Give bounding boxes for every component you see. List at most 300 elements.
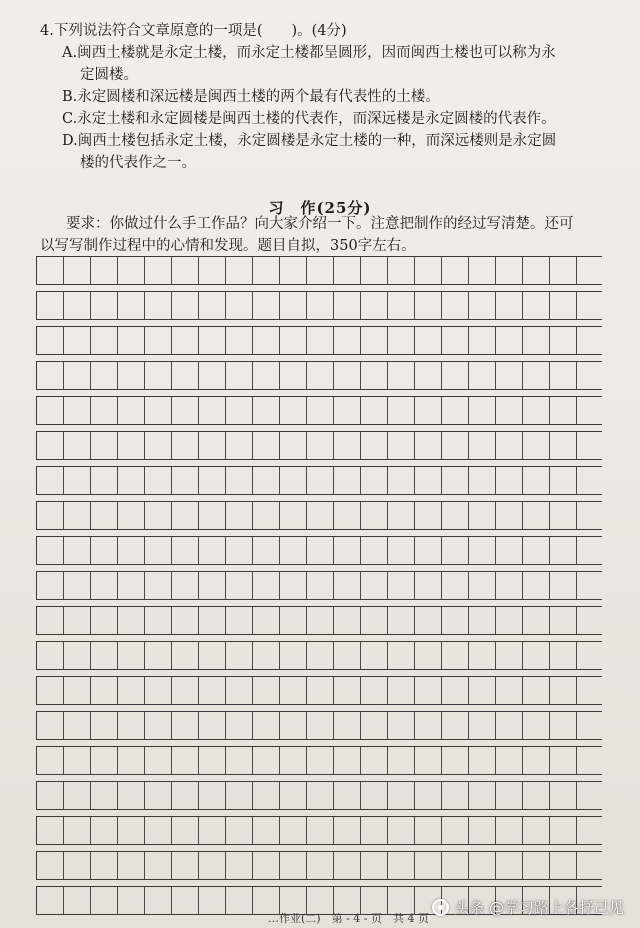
grid-cell [145,467,172,494]
grid-cell [388,747,415,774]
grid-cell [469,677,496,704]
grid-cell [172,887,199,914]
grid-cell [334,327,361,354]
grid-cell [172,502,199,529]
grid-cell [37,362,64,389]
grid-row [36,396,602,425]
grid-cell [145,397,172,424]
grid-cell [361,467,388,494]
grid-cell [280,747,307,774]
grid-cell [361,607,388,634]
grid-cell [469,607,496,634]
grid-cell [496,677,523,704]
grid-cell [469,537,496,564]
grid-row [36,711,602,740]
grid-cell [361,677,388,704]
grid-cell [280,502,307,529]
grid-cell [361,432,388,459]
grid-cell [523,852,550,879]
grid-cell [172,747,199,774]
grid-cell [37,747,64,774]
grid-cell [496,362,523,389]
grid-cell [361,747,388,774]
grid-cell [334,607,361,634]
grid-cell [64,642,91,669]
grid-cell [496,642,523,669]
grid-cell [118,362,145,389]
grid-cell [469,642,496,669]
grid-cell [226,537,253,564]
grid-cell [145,677,172,704]
grid-cell [523,712,550,739]
grid-cell [91,572,118,599]
grid-cell [253,607,280,634]
grid-cell [469,852,496,879]
grid-cell [91,747,118,774]
grid-row [36,606,602,635]
grid-row [36,816,602,845]
writing-grid [36,256,602,921]
grid-cell [550,362,577,389]
grid-cell [523,572,550,599]
grid-cell [496,292,523,319]
grid-cell [118,712,145,739]
grid-cell [172,677,199,704]
grid-cell [469,467,496,494]
grid-cell [415,257,442,284]
grid-cell [64,607,91,634]
grid-cell [118,327,145,354]
grid-cell [388,607,415,634]
grid-cell [361,712,388,739]
grid-cell [307,852,334,879]
grid-cell [226,782,253,809]
grid-cell [253,432,280,459]
grid-cell [334,747,361,774]
grid-cell [442,292,469,319]
grid-cell [442,397,469,424]
grid-cell [64,397,91,424]
grid-cell [145,432,172,459]
grid-cell [550,642,577,669]
grid-cell [496,782,523,809]
grid-cell [415,817,442,844]
grid-cell [388,257,415,284]
grid-cell [496,712,523,739]
grid-cell [334,432,361,459]
grid-cell [199,852,226,879]
grid-cell [64,712,91,739]
grid-cell [199,432,226,459]
grid-cell [37,817,64,844]
grid-cell [334,817,361,844]
grid-cell [388,502,415,529]
grid-cell [64,852,91,879]
grid-cell [361,327,388,354]
grid-cell [442,712,469,739]
grid-cell [280,642,307,669]
grid-row [36,466,602,495]
grid-cell [550,257,577,284]
grid-cell [64,362,91,389]
grid-cell [361,782,388,809]
grid-cell [199,502,226,529]
grid-cell [118,397,145,424]
grid-cell [307,467,334,494]
grid-cell [280,257,307,284]
grid-cell [307,362,334,389]
grid-cell [442,747,469,774]
grid-cell [307,817,334,844]
option-d-line-1: D.闽西土楼包括永定土楼，永定圆楼是永定土楼的一种，而深远楼则是永定圆 [62,133,557,149]
grid-cell [37,502,64,529]
grid-cell [145,292,172,319]
grid-cell [253,362,280,389]
grid-cell [442,362,469,389]
grid-cell [523,537,550,564]
grid-cell [496,327,523,354]
grid-cell [145,817,172,844]
grid-cell [118,292,145,319]
grid-cell [37,887,64,914]
grid-cell [361,852,388,879]
grid-cell [334,642,361,669]
grid-row [36,781,602,810]
grid-row [36,501,602,530]
grid-cell [469,327,496,354]
grid-cell [361,257,388,284]
grid-cell [334,677,361,704]
grid-cell [64,257,91,284]
grid-cell [388,817,415,844]
grid-cell [253,782,280,809]
grid-cell [442,852,469,879]
grid-cell [226,292,253,319]
grid-cell [253,467,280,494]
grid-row [36,676,602,705]
grid-cell [118,677,145,704]
grid-cell [442,467,469,494]
grid-cell [226,467,253,494]
grid-cell [550,467,577,494]
grid-cell [307,642,334,669]
grid-cell [523,467,550,494]
grid-cell [226,432,253,459]
grid-cell [388,467,415,494]
grid-cell [496,817,523,844]
grid-cell [550,327,577,354]
grid-row [36,851,602,880]
grid-cell [199,467,226,494]
grid-cell [199,327,226,354]
grid-cell [415,642,442,669]
grid-cell [415,292,442,319]
grid-cell [334,712,361,739]
grid-cell [145,537,172,564]
grid-cell [91,537,118,564]
grid-cell [37,712,64,739]
grid-cell [172,292,199,319]
grid-cell [442,502,469,529]
grid-cell [469,747,496,774]
grid-cell [550,502,577,529]
grid-cell [415,537,442,564]
grid-cell [307,292,334,319]
grid-cell [172,782,199,809]
grid-cell [280,782,307,809]
grid-cell [415,712,442,739]
grid-cell [253,502,280,529]
grid-cell [199,712,226,739]
grid-cell [226,677,253,704]
grid-cell [199,747,226,774]
grid-cell [199,537,226,564]
grid-cell [37,852,64,879]
grid-cell [442,572,469,599]
grid-cell [226,712,253,739]
grid-cell [199,817,226,844]
grid-cell [226,607,253,634]
grid-cell [442,677,469,704]
grid-cell [91,467,118,494]
grid-row [36,746,602,775]
grid-cell [145,362,172,389]
grid-cell [280,292,307,319]
grid-cell [226,642,253,669]
grid-cell [118,852,145,879]
grid-cell [496,257,523,284]
grid-cell [226,502,253,529]
grid-cell [469,432,496,459]
grid-cell [523,362,550,389]
grid-cell [280,327,307,354]
composition-requirement [40,213,625,257]
grid-cell [172,712,199,739]
grid-cell [145,642,172,669]
grid-cell [64,292,91,319]
grid-cell [442,817,469,844]
option-b-line-1: B.永定圆楼和深远楼是闽西土楼的两个最有代表性的土楼。 [62,89,440,105]
grid-cell [523,257,550,284]
grid-cell [307,712,334,739]
grid-cell [253,817,280,844]
grid-cell [253,642,280,669]
grid-cell [226,327,253,354]
grid-cell [361,292,388,319]
grid-cell [388,432,415,459]
grid-cell [226,257,253,284]
grid-cell [334,292,361,319]
grid-cell [307,782,334,809]
grid-row [36,256,602,285]
grid-cell [415,782,442,809]
grid-cell [145,607,172,634]
grid-cell [118,887,145,914]
grid-cell [550,852,577,879]
grid-cell [550,537,577,564]
grid-cell [199,607,226,634]
grid-cell [37,397,64,424]
grid-cell [307,432,334,459]
grid-cell [145,257,172,284]
grid-cell [145,572,172,599]
grid-cell [199,397,226,424]
option-c-line-1: C.永定土楼和永定圆楼是闽西土楼的代表作，而深远楼是永定圆楼的代表作。 [62,111,556,127]
grid-cell [253,712,280,739]
grid-cell [550,432,577,459]
grid-cell [307,257,334,284]
grid-cell [388,712,415,739]
grid-cell [118,572,145,599]
grid-cell [469,817,496,844]
grid-cell [37,467,64,494]
grid-cell [361,572,388,599]
grid-cell [253,397,280,424]
grid-cell [550,607,577,634]
grid-cell [37,327,64,354]
grid-cell [523,397,550,424]
grid-cell [37,572,64,599]
grid-cell [145,852,172,879]
grid-cell [523,782,550,809]
grid-cell [91,397,118,424]
grid-cell [496,537,523,564]
grid-cell [280,362,307,389]
grid-cell [469,257,496,284]
grid-cell [145,887,172,914]
grid-cell [334,852,361,879]
grid-cell [388,782,415,809]
grid-cell [469,292,496,319]
grid-cell [145,502,172,529]
grid-cell [172,467,199,494]
grid-cell [145,327,172,354]
watermark-text: 头条 @学习路上各抒己见 [454,899,624,917]
grid-cell [469,362,496,389]
grid-cell [469,782,496,809]
grid-cell [523,502,550,529]
grid-cell [388,677,415,704]
grid-cell [307,607,334,634]
grid-cell [199,782,226,809]
grid-cell [334,572,361,599]
grid-cell [442,607,469,634]
grid-cell [307,537,334,564]
grid-cell [145,747,172,774]
grid-cell [91,887,118,914]
requirement-line-1: 要求：你做过什么手工作品？向大家介绍一下。注意把制作的经过写清楚。还可 [66,216,574,232]
grid-cell [361,362,388,389]
grid-cell [280,852,307,879]
grid-cell [91,607,118,634]
grid-cell [280,537,307,564]
grid-row [36,431,602,460]
grid-cell [496,467,523,494]
grid-row [36,326,602,355]
option-d-line-2: 楼的代表作之一。 [80,155,196,171]
grid-cell [388,362,415,389]
toutiao-logo-icon [432,899,449,916]
grid-cell [496,397,523,424]
grid-cell [199,292,226,319]
grid-cell [469,502,496,529]
grid-cell [253,572,280,599]
grid-cell [226,572,253,599]
grid-cell [253,292,280,319]
grid-cell [118,607,145,634]
grid-cell [523,817,550,844]
grid-cell [523,747,550,774]
grid-cell [172,817,199,844]
grid-cell [91,782,118,809]
grid-cell [253,257,280,284]
grid-cell [280,712,307,739]
option-a-line-1: A.闽西土楼就是永定土楼，而永定土楼都呈圆形，因而闽西土楼也可以称为永 [62,45,556,61]
grid-cell [91,362,118,389]
grid-cell [64,572,91,599]
grid-cell [496,572,523,599]
grid-cell [361,817,388,844]
grid-cell [415,572,442,599]
question-4 [40,20,620,174]
grid-cell [64,327,91,354]
grid-cell [118,502,145,529]
grid-cell [91,502,118,529]
grid-cell [226,747,253,774]
grid-cell [307,677,334,704]
grid-cell [91,642,118,669]
grid-cell [523,607,550,634]
grid-cell [388,572,415,599]
grid-cell [415,747,442,774]
grid-cell [145,782,172,809]
grid-cell [226,362,253,389]
grid-row [36,641,602,670]
grid-cell [199,572,226,599]
grid-cell [415,502,442,529]
grid-cell [361,537,388,564]
grid-cell [172,572,199,599]
grid-cell [442,432,469,459]
grid-cell [280,432,307,459]
grid-cell [172,537,199,564]
grid-cell [415,362,442,389]
grid-cell [280,607,307,634]
grid-cell [307,397,334,424]
grid-cell [118,782,145,809]
grid-cell [307,572,334,599]
grid-cell [496,747,523,774]
question-4-stem: 4.下列说法符合文章原意的一项是( )。(4分) [40,23,347,39]
grid-cell [226,397,253,424]
grid-cell [523,642,550,669]
grid-cell [415,607,442,634]
grid-cell [442,642,469,669]
grid-cell [442,782,469,809]
grid-cell [280,397,307,424]
grid-cell [199,362,226,389]
grid-cell [361,502,388,529]
grid-cell [550,572,577,599]
composition-title: 习 作(25分) [268,199,372,217]
grid-cell [523,677,550,704]
grid-row [36,536,602,565]
grid-cell [172,852,199,879]
grid-cell [415,432,442,459]
grid-cell [37,537,64,564]
grid-cell [334,537,361,564]
grid-cell [172,607,199,634]
